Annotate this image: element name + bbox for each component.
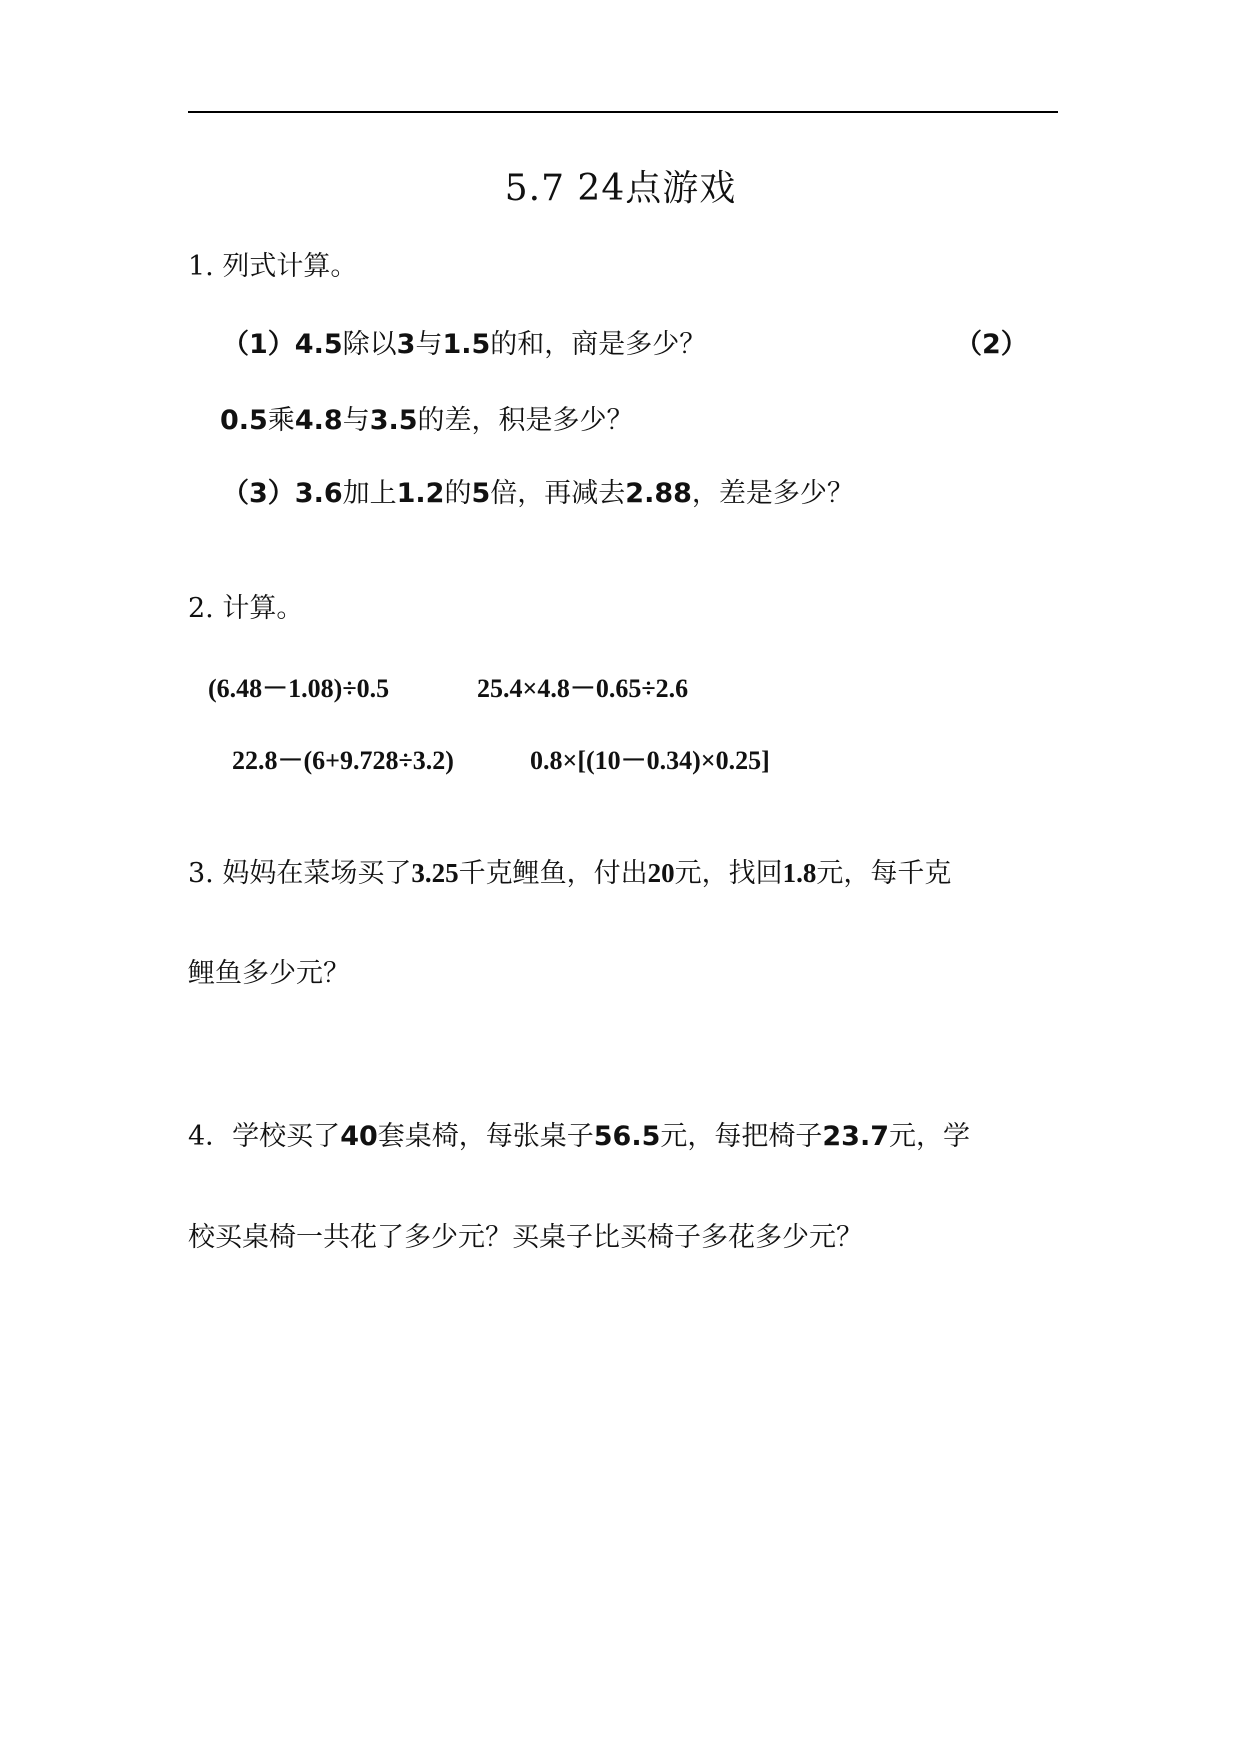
header-rule xyxy=(188,111,1058,113)
q2-expr-3: 22.8－(6+9.728÷3.2) xyxy=(232,746,454,775)
q4-line-2: 校买桌椅一共花了多少元？买桌子比买椅子多花多少元？ xyxy=(188,1222,863,1253)
q4-line-1: 4．学校买了40套桌椅，每张桌子56.5元，每把椅子23.7元，学 xyxy=(188,1121,971,1152)
q2-expr-4: 0.8×[(10－0.34)×0.25] xyxy=(530,746,770,775)
q1-item1-num: （1） xyxy=(222,329,295,360)
q2-expr-1: (6.48－1.08)÷0.5 xyxy=(208,674,390,703)
q2-heading: 2. 计算。 xyxy=(188,593,304,624)
page-title: 5.7 24点游戏 xyxy=(504,168,737,209)
q1-item2: 0.5乘4.8与3.5的差，积是多少？ xyxy=(220,405,634,436)
q1-item3: （3）3.6加上1.2的5倍，再减去2.88，差是多少？ xyxy=(222,478,854,509)
q1-item2-label: （2） xyxy=(955,329,1028,360)
q2-expr-2: 25.4×4.8－0.65÷2.6 xyxy=(477,674,689,703)
q1-heading: 1. 列式计算。 xyxy=(188,251,358,282)
q1-item3-num: （3） xyxy=(222,478,295,509)
q1-item1: （1）4.5除以3与1.5的和，商是多少？ xyxy=(222,329,707,360)
q3-line-1: 3. 妈妈在菜场买了3.25千克鲤鱼，付出20元，找回1.8元，每千克 xyxy=(188,858,952,889)
q3-line-2: 鲤鱼多少元？ xyxy=(188,958,350,989)
